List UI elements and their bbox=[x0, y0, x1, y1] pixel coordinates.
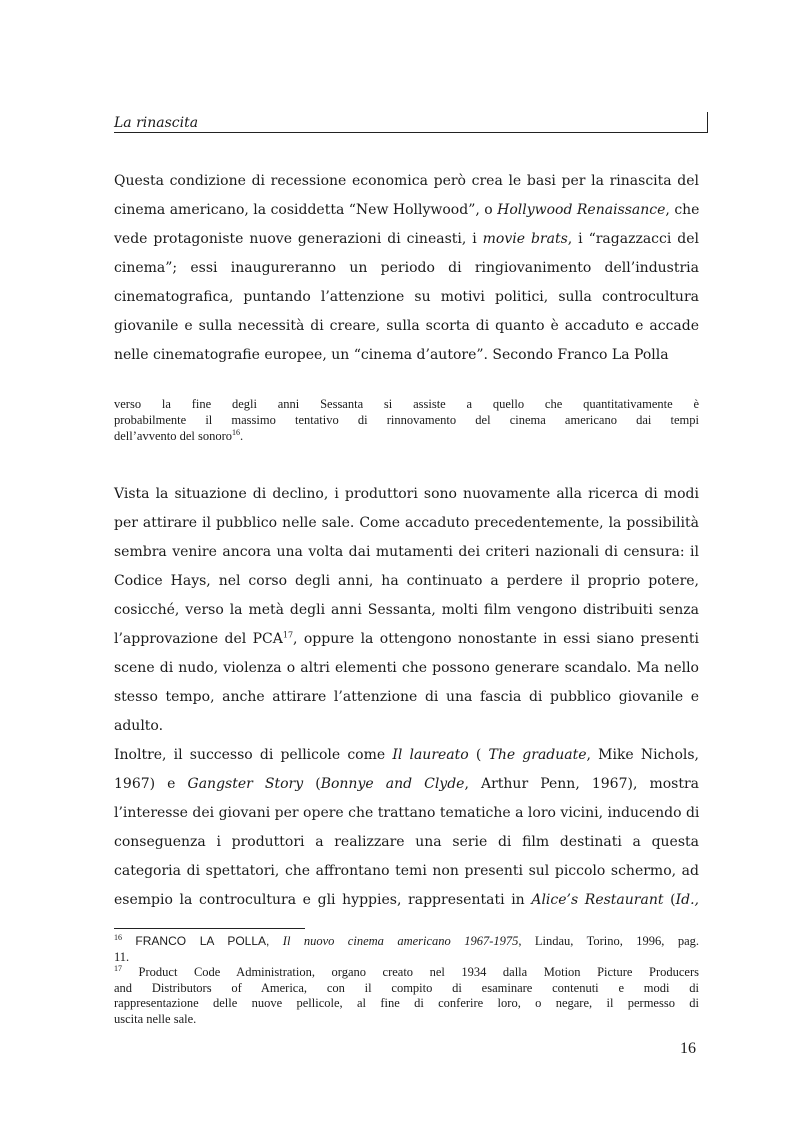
text-line: scene di nudo, violenza o altri elementi che possono generare scandalo. Ma nello bbox=[114, 660, 699, 676]
text-line: l’approvazione del PCA$^{17}$, oppure la ottengono nonostante in essi siano presenti bbox=[114, 630, 699, 647]
paragraph-decline bbox=[114, 480, 699, 741]
paragraph-success bbox=[114, 741, 699, 915]
text-line: Questa condizione di recessione economica però crea le basi per la rinascita del bbox=[114, 173, 699, 189]
text-line: vede protagoniste nuove generazioni di cineasti, i movie brats, i “ragazzacci del bbox=[114, 231, 699, 247]
text-line: cinematografica, puntando l’attenzione su motivi politici, sulla controcultura bbox=[114, 289, 699, 305]
quote-line: verso la fine degli anni Sessanta si assiste a quello che quantitativamente è bbox=[114, 397, 699, 411]
text-line: sembra venire ancora una volta dai mutamenti dei criteri nazionali di censura: il bbox=[114, 544, 699, 560]
text-line: cosicché, verso la metà degli anni Sessanta, molti film vengono distribuiti senza bbox=[114, 602, 699, 618]
page-number: 16 bbox=[680, 1040, 696, 1057]
text-line: 1967) e Gangster Story (Bonnye and Clyde, Arthur Penn, 1967), mostra bbox=[114, 776, 700, 792]
footnote-17-line: and Distributors of America, con il compito di esaminare contenuti e modi di bbox=[114, 980, 699, 995]
text-line: l’interesse dei giovani per opere che trattano tematiche a loro vicini, inducendo di bbox=[114, 805, 700, 821]
text-line: conseguenza i produttori a realizzare una serie di film destinati a questa bbox=[114, 834, 699, 850]
text-line: Vista la situazione di declino, i produttori sono nuovamente alla ricerca di modi bbox=[114, 486, 699, 502]
footnote-16: $^{16}$ FRANCO LA POLLA, Il nuovo cinema americano 1967-1975, Lindau, Torino, 1996, pag. bbox=[114, 932, 700, 948]
text-line: cinema”; essi inaugureranno un periodo di ringiovanimento dell’industria bbox=[114, 260, 699, 276]
text-line: Codice Hays, nel corso degli anni, ha continuato a perdere il proprio potere, bbox=[114, 573, 699, 589]
footnotes bbox=[114, 934, 699, 1027]
block-quote bbox=[114, 396, 699, 444]
text-line: Inoltre, il successo di pellicole come Il laureato ( The graduate, Mike Nichols, bbox=[114, 747, 699, 763]
text-line: adulto. bbox=[114, 718, 164, 734]
footnote-17-line: uscita nelle sale. bbox=[114, 1011, 197, 1026]
text-line: nelle cinematografie europee, un “cinema d’autore”. Secondo Franco La Polla bbox=[114, 347, 669, 363]
text-line: esempio la controcultura e gli hyppies, rappresentati in Alice’s Restaurant (Id., bbox=[114, 892, 699, 908]
text-line: per attirare il pubblico nelle sale. Come accaduto precedentemente, la possibilità bbox=[114, 515, 699, 531]
text-line: categoria di spettatori, che affrontano temi non presenti sul piccolo schermo, ad bbox=[114, 863, 699, 879]
text-line: cinema americano, la cosiddetta “New Hollywood”, o Hollywood Renaissance, che bbox=[114, 202, 700, 218]
text-line: stesso tempo, anche attirare l’attenzione di una fascia di pubblico giovanile e bbox=[114, 689, 699, 705]
footnote-17-line: rappresentazione delle nuove pellicole, al fine di conferire loro, o negare, il permesso di bbox=[114, 996, 699, 1010]
paragraph-intro bbox=[114, 167, 699, 370]
footnote-17: $^{17}$ Product Code Administration, organo creato nel 1934 dalla Motion Picture Producers bbox=[114, 963, 699, 979]
quote-line: probabilmente il massimo tentativo di rinnovamento del cinema americano dai tempi bbox=[114, 413, 699, 427]
footnote-separator bbox=[114, 928, 305, 929]
running-header bbox=[114, 112, 708, 133]
footnote-ref-16: 16 bbox=[232, 427, 241, 437]
chapter-title: La rinascita bbox=[114, 115, 199, 131]
footnote-16-cont: 11. bbox=[114, 949, 130, 964]
text-line: giovanile e sulla necessità di creare, sulla scorta di quanto è accaduto e accade bbox=[114, 318, 699, 334]
quote-line: dell’avvento del sonoro$^{16}$. bbox=[114, 427, 244, 443]
footnote-ref-17: 17 bbox=[282, 630, 294, 640]
